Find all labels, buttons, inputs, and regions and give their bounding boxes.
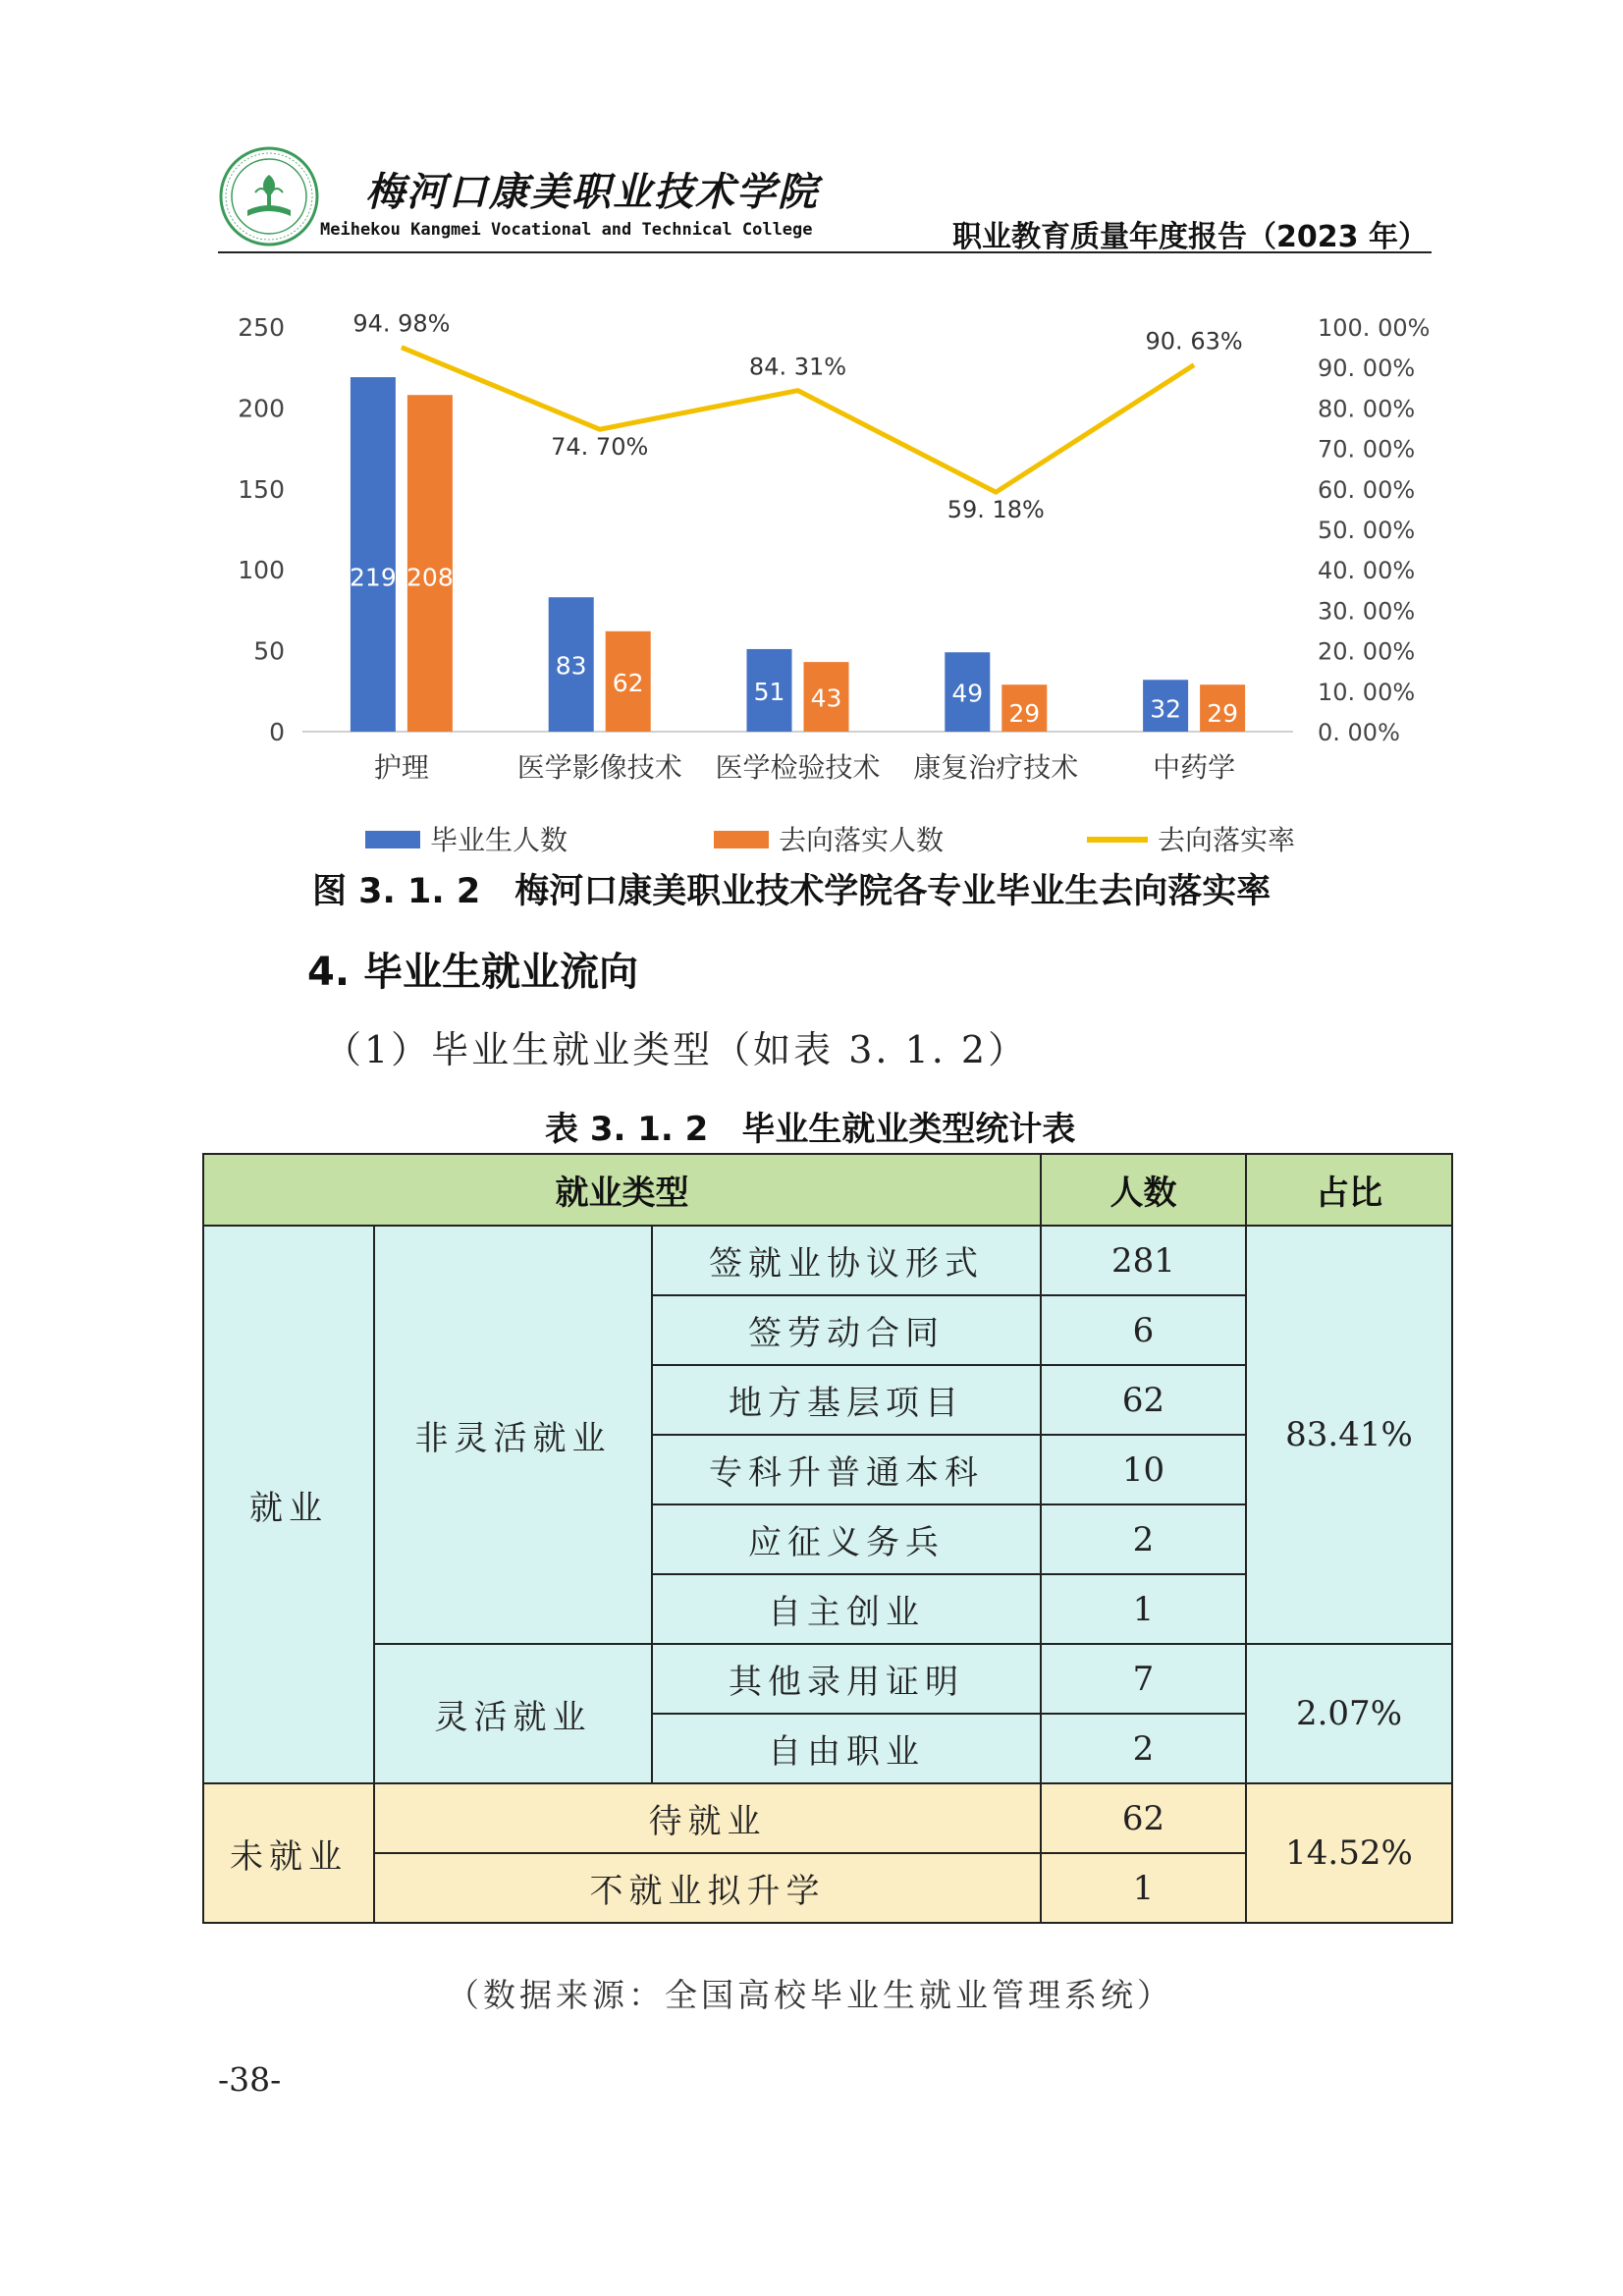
y-right-tick-label: 90. 00%	[1318, 355, 1416, 383]
y-left-tick-label: 50	[253, 636, 285, 666]
line-data-label: 74. 70%	[551, 433, 649, 462]
line-data-label: 90. 63%	[1145, 327, 1243, 355]
employed-label: 就业	[203, 1226, 374, 1783]
y-right-tick-label: 50. 00%	[1318, 517, 1416, 544]
page-number: -38-	[218, 2060, 282, 2099]
non-flexible-label: 非灵活就业	[374, 1226, 652, 1644]
data-source-note: （数据来源：全国高校毕业生就业管理系统）	[447, 1976, 1173, 2014]
line-data-label: 84. 31%	[748, 353, 847, 381]
legend-swatch	[365, 831, 420, 848]
y-left-tick-label: 250	[238, 313, 285, 342]
table-caption: 表 3. 1. 2 毕业生就业类型统计表	[545, 1110, 1076, 1149]
line-data-label: 59. 18%	[947, 496, 1045, 524]
table-row	[203, 1644, 1452, 1714]
header-type: 就业类型	[203, 1154, 1041, 1226]
y-right-tick-label: 0. 00%	[1318, 719, 1400, 746]
header-count: 人数	[1041, 1154, 1246, 1226]
type-cell: 其他录用证明	[652, 1644, 1041, 1714]
table-row	[203, 1226, 1452, 1295]
type-cell: 签劳动合同	[652, 1295, 1041, 1365]
bar-data-label: 219	[350, 563, 397, 592]
legend-label: 毕业生人数	[430, 824, 568, 856]
y-right-tick-label: 80. 00%	[1318, 395, 1416, 423]
type-cell: 专科升普通本科	[652, 1435, 1041, 1504]
legend-label: 去向落实人数	[779, 824, 945, 856]
unemployed-label: 未就业	[203, 1783, 374, 1923]
count-cell: 62	[1041, 1365, 1246, 1435]
non-flexible-ratio: 83.41%	[1246, 1226, 1452, 1644]
type-cell: 不就业拟升学	[374, 1853, 1041, 1923]
table-row	[203, 1783, 1452, 1853]
bar-data-label: 29	[1207, 699, 1239, 729]
y-left-tick-label: 100	[238, 556, 285, 585]
y-left-tick-label: 0	[269, 718, 285, 746]
y-right-tick-label: 10. 00%	[1318, 678, 1416, 706]
type-cell: 自由职业	[652, 1714, 1041, 1783]
bar-data-label: 62	[612, 668, 644, 697]
x-tick-label: 中药学	[1153, 751, 1236, 784]
count-cell: 281	[1041, 1226, 1246, 1295]
school-logo-icon	[218, 145, 320, 247]
y-left-tick-label: 200	[238, 394, 285, 423]
header-ratio: 占比	[1246, 1154, 1452, 1226]
y-right-tick-label: 100. 00%	[1318, 314, 1431, 342]
y-right-tick-label: 20. 00%	[1318, 637, 1416, 666]
type-cell: 地方基层项目	[652, 1365, 1041, 1435]
report-title: 职业教育质量年度报告（2023 年）	[952, 220, 1428, 254]
bar-graduates	[351, 377, 396, 732]
school-name-en: Meihekou Kangmei Vocational and Technical College	[320, 220, 813, 240]
subsection-heading: （1）毕业生就业类型（如表 3. 1. 2）	[324, 1028, 1029, 1071]
type-cell: 应征义务兵	[652, 1504, 1041, 1574]
unemployed-ratio: 14.52%	[1246, 1783, 1452, 1923]
employment-type-table	[202, 1153, 1453, 1924]
legend-label: 去向落实率	[1158, 824, 1296, 856]
x-tick-label: 医学影像技术	[516, 751, 682, 784]
type-cell: 自主创业	[652, 1574, 1041, 1644]
x-tick-label: 康复治疗技术	[913, 751, 1079, 784]
bar-data-label: 49	[951, 679, 984, 708]
count-cell: 6	[1041, 1295, 1246, 1365]
count-cell: 2	[1041, 1714, 1246, 1783]
y-right-tick-label: 60. 00%	[1318, 475, 1416, 504]
flexible-ratio: 2.07%	[1246, 1644, 1452, 1783]
section-heading: 4. 毕业生就业流向	[307, 950, 638, 995]
count-cell: 2	[1041, 1504, 1246, 1574]
bar-data-label: 32	[1150, 694, 1182, 724]
type-cell: 待就业	[374, 1783, 1041, 1853]
bar-data-label: 208	[406, 563, 454, 592]
y-left-tick-label: 150	[238, 474, 285, 504]
count-cell: 1	[1041, 1853, 1246, 1923]
legend-swatch	[714, 831, 769, 848]
y-right-tick-label: 70. 00%	[1318, 435, 1416, 464]
count-cell: 10	[1041, 1435, 1246, 1504]
table-header-row	[203, 1154, 1452, 1226]
line-data-label: 94. 98%	[352, 309, 451, 338]
bar-data-label: 51	[753, 677, 785, 706]
count-cell: 62	[1041, 1783, 1246, 1853]
y-right-tick-label: 40. 00%	[1318, 557, 1416, 585]
type-cell: 签就业协议形式	[652, 1226, 1041, 1295]
school-name-cn: 梅河口康美职业技术学院	[365, 169, 819, 215]
count-cell: 1	[1041, 1574, 1246, 1644]
flexible-label: 灵活就业	[374, 1644, 652, 1783]
count-cell: 7	[1041, 1644, 1246, 1714]
y-right-tick-label: 30. 00%	[1318, 597, 1416, 626]
header-rule	[218, 251, 1432, 253]
bar-data-label: 83	[555, 651, 587, 681]
bar-data-label: 29	[1008, 699, 1041, 729]
bar-data-label: 43	[810, 683, 842, 713]
x-tick-label: 医学检验技术	[715, 751, 881, 784]
figure-caption: 图 3. 1. 2 梅河口康美职业技术学院各专业毕业生去向落实率	[312, 872, 1271, 911]
x-tick-label: 护理	[373, 751, 429, 784]
page-header	[218, 145, 1432, 253]
graduate-placement-chart	[218, 295, 1435, 864]
